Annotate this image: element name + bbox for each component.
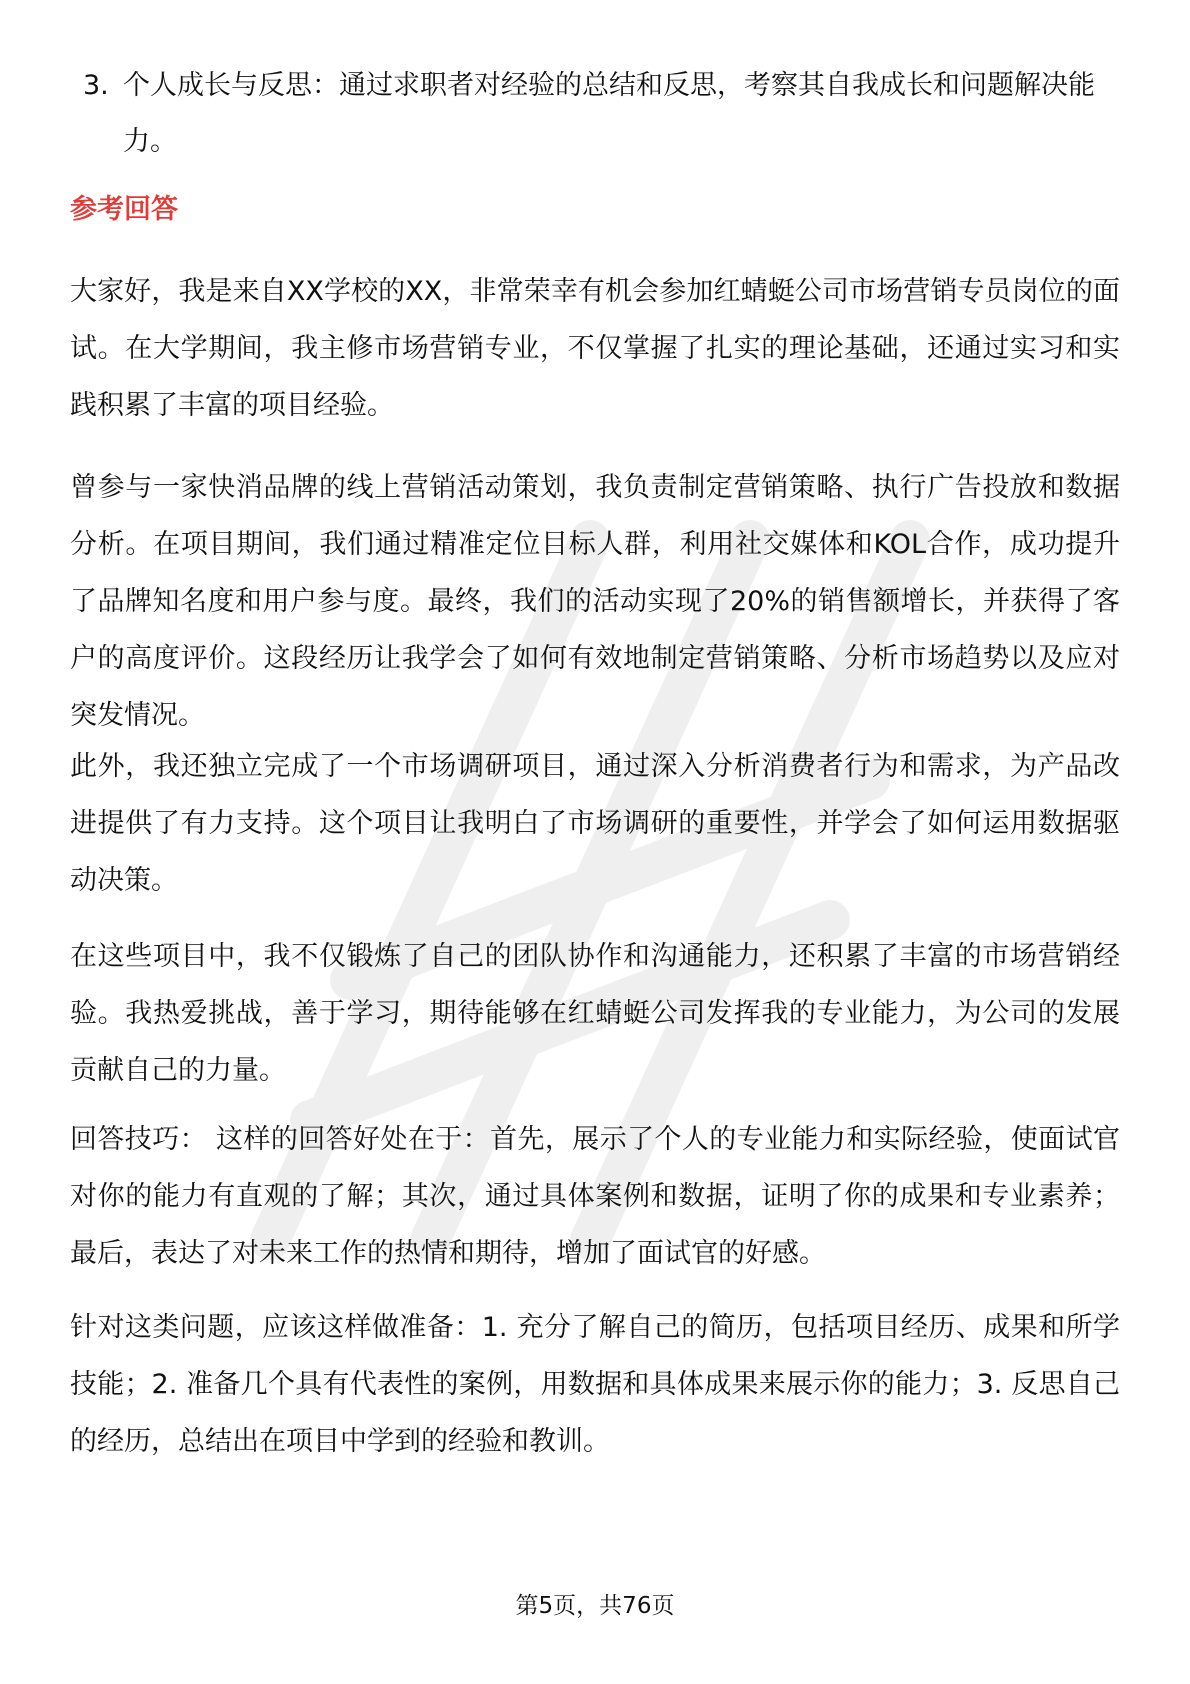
answer-paragraph-research: 此外，我还独立完成了一个市场调研项目，通过深入分析消费者行为和需求，为产品改进提供了有力支持。这个项目让我明白了市场调研的重要性，并学会了如何运用数据驱动决策。 [70, 751, 1120, 896]
answer-paragraph-intro: 大家好，我是来自XX学校的XX，非常荣幸有机会参加红蜻蜓公司市场营销专员岗位的面试。在大学期间，我主修市场营销专业，不仅掌握了扎实的理论基础，还通过实习和实践积累了丰富的项目经验。 [70, 276, 1120, 421]
section-heading: 参考回答 [70, 194, 178, 225]
preparation-paragraph: 针对这类问题，应该这样做准备：1. 充分了解自己的简历，包括项目经历、成果和所学技能；2. 准备几个具有代表性的案例，用数据和具体成果来展示你的能力；3. 反思自己的经历，总结出在项目中学到的经验和教训。 [70, 1312, 1120, 1457]
page-number-footer: 第5页，共76页 [515, 1593, 675, 1619]
list-item-number: 3. [83, 70, 109, 101]
criteria-list-item [83, 58, 1123, 170]
list-item-text: 个人成长与反思：通过求职者对经验的总结和反思，考察其自我成长和问题解决能力。 [123, 70, 1095, 157]
answer-paragraph-experience: 曾参与一家快消品牌的线上营销活动策划，我负责制定营销策略、执行广告投放和数据分析。在项目期间，我们通过精准定位目标人群，利用社交媒体和KOL合作，成功提升了品牌知名度和用户参与度。最终，我们的活动实现了20%的销售额增长，并获得了客户的高度评价。这段经历让我学会了如何有效地制定营销策略、分析市场趋势以及应对突发情况。 [70, 472, 1120, 731]
answer-paragraph-closing: 在这些项目中，我不仅锻炼了自己的团队协作和沟通能力，还积累了丰富的市场营销经验。我热爱挑战，善于学习，期待能够在红蜻蜓公司发挥我的专业能力，为公司的发展贡献自己的力量。 [70, 941, 1120, 1086]
answer-tips-paragraph: 回答技巧： 这样的回答好处在于：首先，展示了个人的专业能力和实际经验，使面试官对你的能力有直观的了解；其次，通过具体案例和数据，证明了你的成果和专业素养；最后，表达了对未来工作的热情和期待，增加了面试官的好感。 [70, 1124, 1120, 1269]
